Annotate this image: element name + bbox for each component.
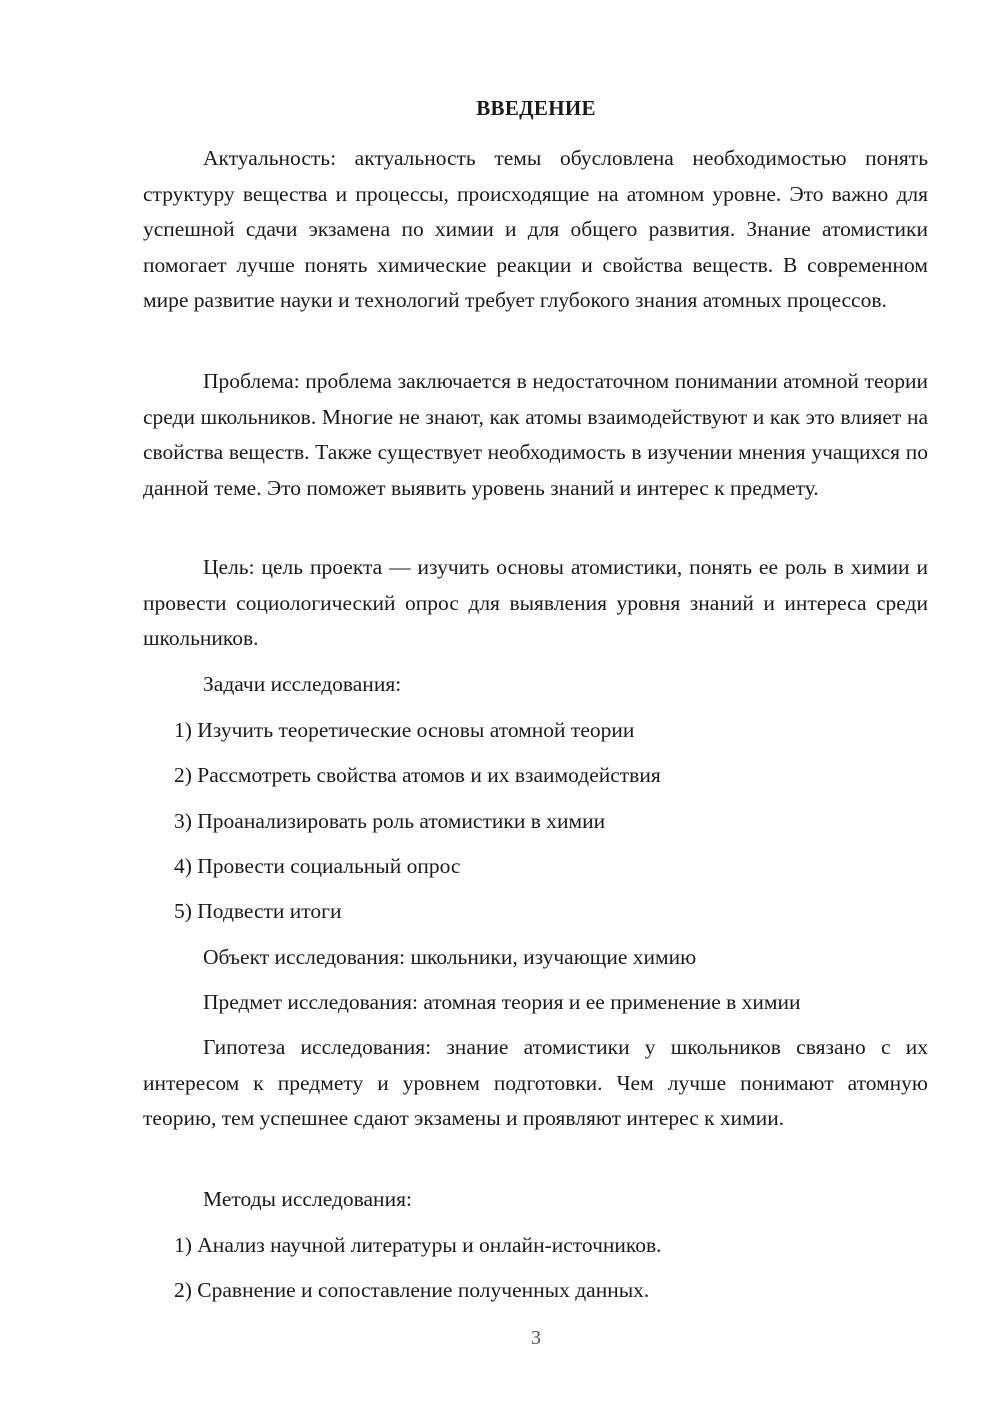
research-object: Объект исследования: школьники, изучающие химию (203, 945, 697, 969)
paragraph-goal: Цель: цель проекта — изучить основы атомистики, понять ее роль в химии и провести социологический опрос для выявления уровня знаний и интереса среди школьников. (143, 555, 928, 650)
paragraph-problem: Проблема: проблема заключается в недостаточном понимании атомной теории среди школьников. Многие не знают, как атомы взаимодействуют и как это влияет на свойства веществ. Также существует необходимость в изучении мнения учащихся по данной теме. Это поможет выявить уровень знаний и интерес к предмету. (143, 369, 928, 500)
method-item: 1) Анализ научной литературы и онлайн-источников. (174, 1233, 662, 1257)
task-item: 2) Рассмотреть свойства атомов и их взаимодействия (174, 763, 661, 787)
task-item: 3) Проанализировать роль атомистики в химии (174, 809, 606, 833)
paragraph-relevance: Актуальность: актуальность темы обусловлена необходимостью понять структуру вещества и процессы, происходящие на атомном уровне. Это важно для успешной сдачи экзамена по химии и для общего развития. Знание атомистики помогает лучше понять химические реакции и свойства веществ. В современном мире развитие науки и технологий требует глубокого знания атомных процессов. (143, 146, 928, 312)
task-item: 4) Провести социальный опрос (174, 854, 461, 878)
page-number: 3 (531, 1327, 541, 1349)
section-heading: ВВЕДЕНИЕ (476, 96, 596, 120)
paragraph-hypothesis: Гипотеза исследования: знание атомистики у школьников связано с их интересом к предмету и уровнем подготовки. Чем лучше понимают атомную теорию, тем успешнее сдают экзамены и проявляют интерес к химии. (143, 1035, 928, 1130)
research-subject: Предмет исследования: атомная теория и ее применение в химии (203, 990, 801, 1014)
tasks-label: Задачи исследования: (203, 672, 402, 696)
method-item: 2) Сравнение и сопоставление полученных данных. (174, 1278, 650, 1302)
methods-label: Методы исследования: (203, 1187, 412, 1211)
task-item: 5) Подвести итоги (174, 899, 342, 923)
task-item: 1) Изучить теоретические основы атомной теории (174, 718, 635, 742)
